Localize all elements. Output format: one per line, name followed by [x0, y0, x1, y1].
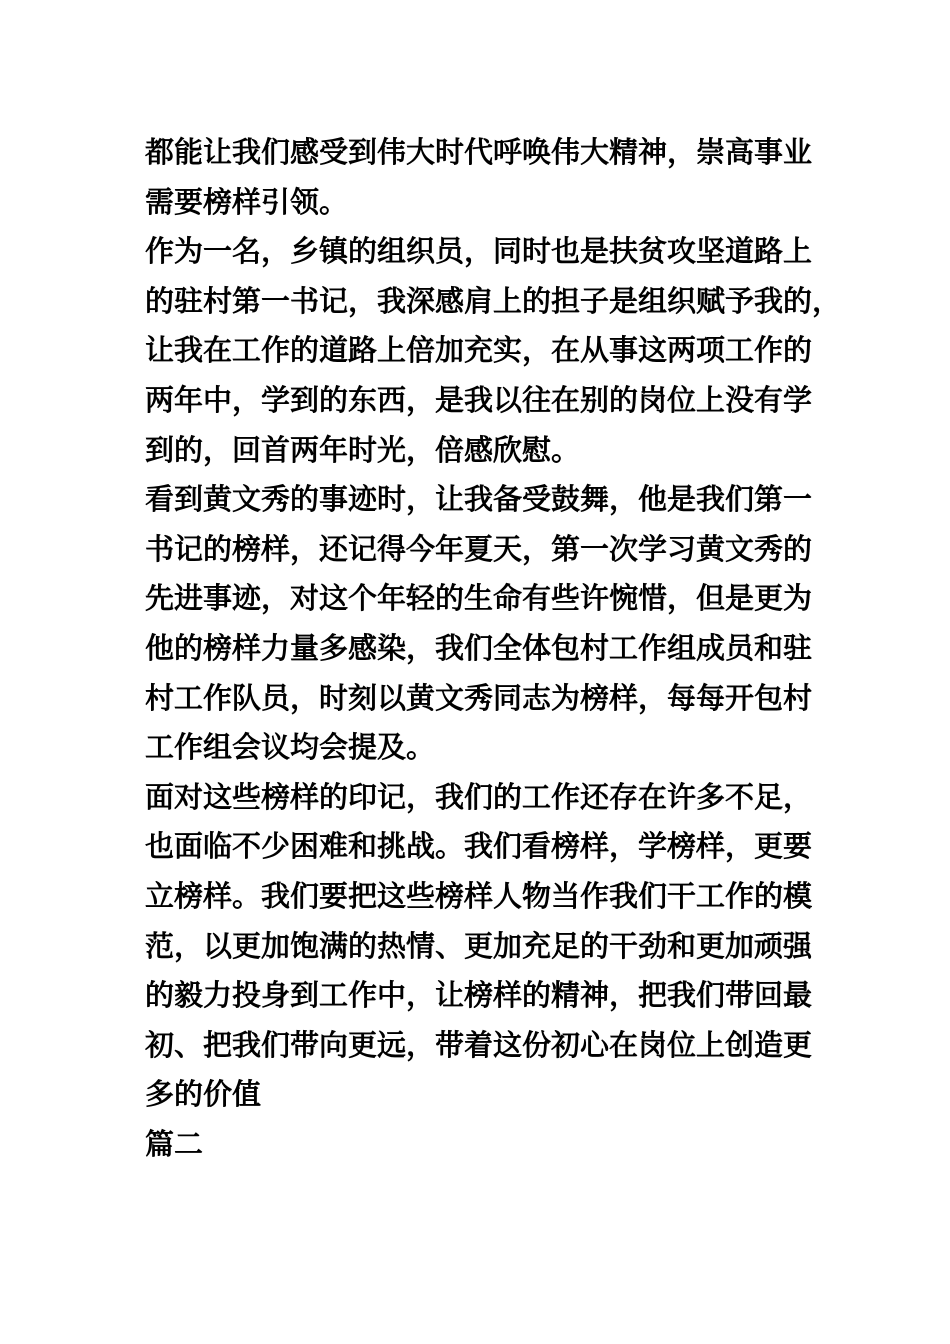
text-line: 初、把我们带向更远，带着这份初心在岗位上创造更 [145, 1027, 813, 1062]
document-body [145, 128, 842, 1169]
text-line: 村工作队员，时刻以黄文秀同志为榜样，每每开包村 [145, 680, 813, 715]
text-line: 多的价值 [145, 1077, 262, 1112]
text-line: 工作组会议均会提及。 [145, 730, 436, 765]
text-line: 立榜样。我们要把这些榜样人物当作我们干工作的模 [145, 878, 813, 913]
text-line: 先进事迹，对这个年轻的生命有些许惋惜，但是更为 [145, 581, 813, 616]
text-line: 的驻村第一书记，我深感肩上的担子是组织赋予我的， [145, 283, 842, 318]
text-line: 书记的榜样，还记得今年夏天，第一次学习黄文秀的 [145, 531, 813, 566]
text-line: 作为一名，乡镇的组织员，同时也是扶贫攻坚道路上 [145, 234, 813, 269]
text-line: 两年中，学到的东西，是我以往在别的岗位上没有学 [145, 382, 813, 417]
text-line: 他的榜样力量多感染，我们全体包村工作组成员和驻 [145, 630, 813, 665]
text-line: 需要榜样引领。 [145, 184, 349, 219]
text-line: 也面临不少困难和挑战。我们看榜样，学榜样，更要 [145, 829, 813, 864]
text-line: 都能让我们感受到伟大时代呼唤伟大精神，崇高事业 [145, 135, 813, 169]
text-line: 到的，回首两年时光，倍感欣慰。 [145, 432, 581, 467]
text-line: 的毅力投身到工作中，让榜样的精神，把我们带回最 [145, 978, 813, 1013]
text-line: 范，以更加饱满的热情、更加充足的干劲和更加顽强 [145, 928, 813, 963]
text-line: 面对这些榜样的印记，我们的工作还存在许多不足， [145, 779, 813, 814]
section-heading: 篇二 [145, 1126, 204, 1161]
text-line: 让我在工作的道路上倍加充实，在从事这两项工作的 [145, 333, 813, 368]
text-line: 看到黄文秀的事迹时，让我备受鼓舞，他是我们第一 [145, 482, 813, 517]
